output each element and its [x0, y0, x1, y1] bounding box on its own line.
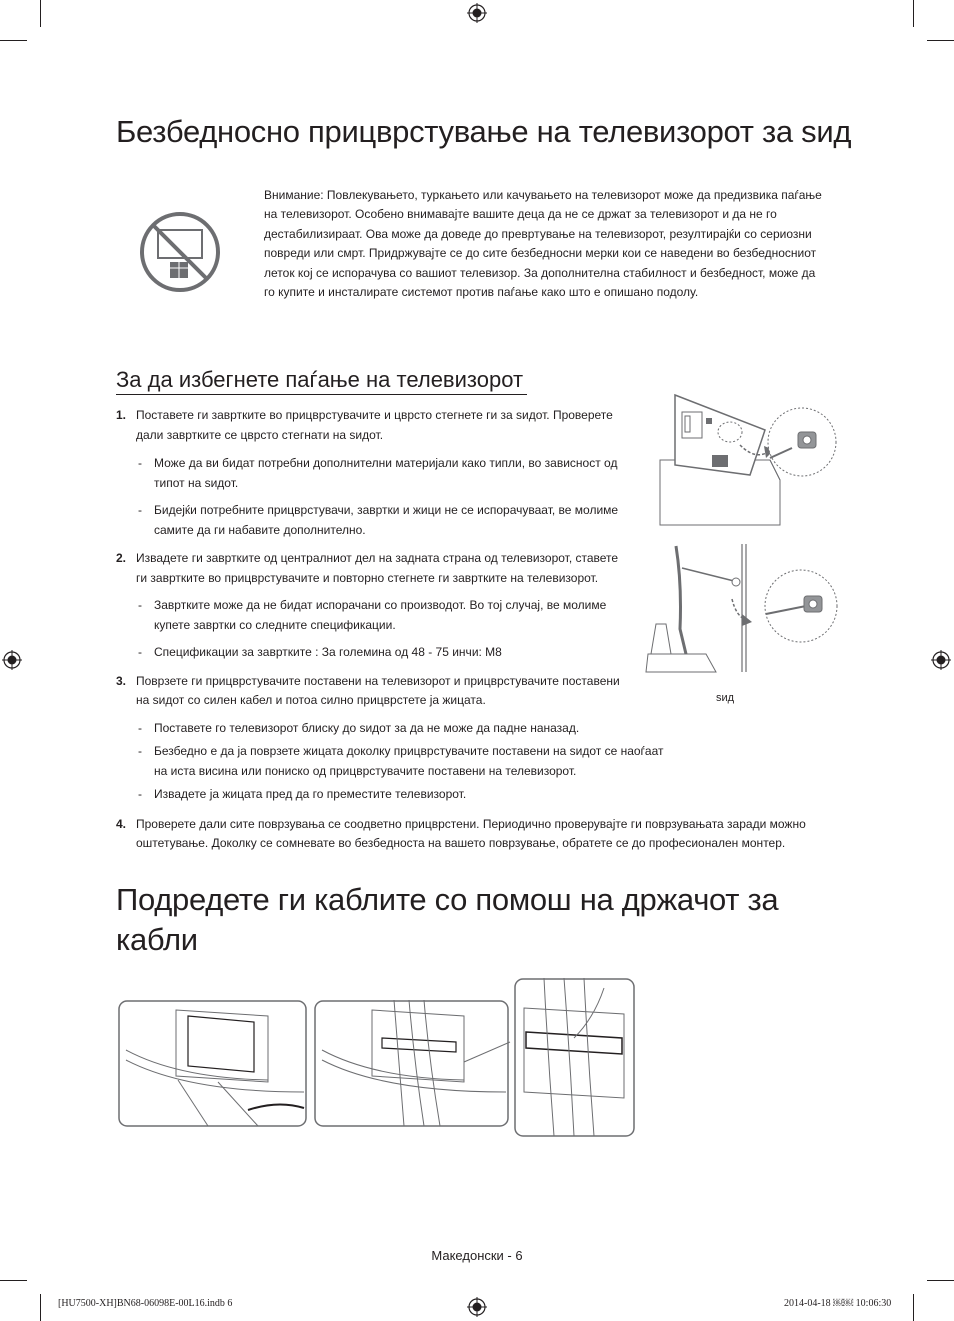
step-note	[116, 596, 634, 635]
dash-marker: -	[138, 787, 142, 801]
page-number: Македонски - 6	[431, 1248, 523, 1263]
step-number: 1.	[116, 408, 127, 422]
step-note	[116, 501, 634, 540]
step-note	[116, 643, 634, 663]
step-note	[116, 719, 634, 739]
crop-mark	[0, 40, 27, 41]
crop-mark	[913, 0, 914, 27]
crop-mark	[927, 1280, 954, 1281]
warning-text: Внимание: Повлекувањето, туркањето или качувањето на телевизорот може да предизвика паѓање на телевизорот. Особено внимавајте вашите деца да не се држат за телевизорот и да не го дестабилизираат. Ова може да доведе до превртување на телевизорот, резултирајќи со сериозни повреди или смрт. Придржувајте се до сите безбедносни мерки кои се наведени во безбедносниот леток кој се испорачува со вашиот телевизор. За дополнителна стабилност и безбедност, може да го купите и инсталирате системот против паѓање како што е опишано подолу.	[264, 188, 822, 300]
cable-holder-illustration-1	[118, 1000, 308, 1128]
no-climbing-icon	[138, 210, 222, 294]
crop-mark	[913, 1294, 914, 1321]
crop-mark	[927, 40, 954, 41]
dash-marker: -	[138, 744, 142, 758]
step-number: 3.	[116, 673, 127, 688]
registration-mark-icon	[931, 650, 951, 670]
crop-mark	[40, 0, 41, 27]
dash-marker: -	[138, 720, 142, 735]
note-text: Спецификации за завртките : За големина од 48 - 75 инчи: M8	[154, 645, 502, 659]
step-text: Поставете ги завртките во прицврстувачите и цврсто стегнете ги за ѕидот. Проверете дали завртките се цврсто стегнати на ѕидот.	[136, 408, 613, 442]
registration-mark-icon	[467, 1297, 487, 1317]
print-date: 2014-04-18 ￼￼ 10:06:30	[784, 1298, 892, 1309]
step-note	[116, 454, 634, 493]
section-title-wall-mount: Безбедносно прицврстување на телевизорот за ѕид	[116, 114, 852, 149]
cable-holder-illustration-3	[514, 978, 636, 1138]
note-text: Поставете го телевизорот блиску до ѕидот за да не може да падне наназад.	[154, 720, 580, 735]
note-text: Извадете ја жицата пред да го преместите телевизорот.	[154, 787, 467, 801]
step-item	[116, 672, 816, 711]
step-item	[116, 815, 816, 854]
step-note	[116, 785, 634, 805]
section-title-cable-holder: Подредете ги каблите со помош на држачот за кабли	[116, 882, 779, 957]
cable-holder-illustration-2	[314, 1000, 510, 1128]
registration-mark-icon	[2, 650, 22, 670]
dash-marker: -	[138, 456, 142, 470]
crop-mark	[40, 1294, 41, 1321]
note-text: Безбедно е да ја поврзете жицата доколку прицврстувачите поставени на ѕидот се наоѓаат на иста висина или пониско од прицврстувачите поставени на телевизорот.	[154, 744, 664, 778]
dash-marker: -	[138, 598, 142, 612]
tv-wall-wire-illustration	[646, 544, 846, 674]
crop-mark	[0, 1280, 27, 1281]
step-number: 2.	[116, 551, 127, 565]
step-note	[116, 742, 674, 781]
step-number: 4.	[116, 816, 127, 831]
dash-marker: -	[138, 503, 142, 517]
step-text: Проверете дали сите поврзувања се соодветно прицврстени. Периодично проверувајте ги поврзувањата заради можно оштетување. Доколку се сомневате во безбедноста на вашето поврзување, обратете се до професионален монтер.	[136, 816, 806, 850]
section-subtitle-prevent-fall: За да избегнете паѓање на телевизорот	[116, 366, 527, 395]
note-text: Може да ви бидат потребни дополнителни материјали како типли, во зависност од типот на ѕидот.	[154, 456, 618, 490]
registration-mark-icon	[467, 3, 487, 23]
note-text: Завртките може да не бидат испорачани со производот. Во тој случај, ве молиме купете завртки со следните спецификации.	[154, 598, 607, 632]
wall-label: ѕид	[716, 692, 735, 704]
tv-bracket-illustration	[650, 390, 840, 530]
step-text: Поврзете ги прицврстувачите поставени на телевизорот и прицврстувачите поставени на ѕидот со силен кабел и потоа силно прицврстете ја жицата.	[136, 673, 620, 707]
note-text: Бидејќи потребните прицврстувачи, завртки и жици не се испорачуваат, ве молиме самите да ги набавите дополнително.	[154, 503, 619, 537]
step-text: Извадете ги завртките од централниот дел на задната страна од телевизорот, ставете ги завртките во прицврстувачите и повторно стегнете ги завртките на телевизорот.	[136, 551, 619, 585]
file-info: [HU7500-XH]BN68-06098E-00L16.indb 6	[58, 1298, 233, 1309]
dash-marker: -	[138, 645, 142, 659]
